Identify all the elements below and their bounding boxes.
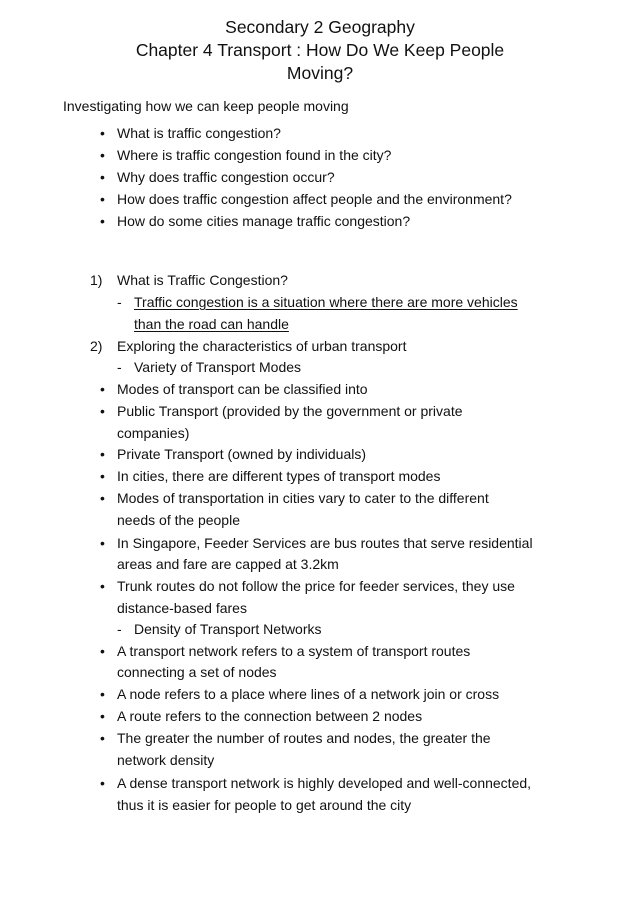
- list-item: In cities, there are different types of transport modes: [117, 468, 441, 484]
- title-line-1: Secondary 2 Geography: [225, 17, 415, 37]
- bullet-icon: •: [100, 643, 105, 659]
- bullet-icon: •: [100, 125, 105, 141]
- list-item-continued: connecting a set of nodes: [117, 664, 277, 680]
- dash-icon: -: [117, 359, 122, 375]
- bullet-icon: •: [100, 213, 105, 229]
- bullet-icon: •: [100, 468, 105, 484]
- question-item: How does traffic congestion affect people and the environment?: [117, 191, 512, 207]
- title-line-3: Moving?: [286, 63, 354, 83]
- bullet-icon: •: [100, 708, 105, 724]
- list-item-continued: network density: [117, 752, 215, 768]
- title-line-2: Chapter 4 Transport : How Do We Keep People: [135, 40, 505, 60]
- bullet-icon: •: [100, 446, 105, 462]
- bullet-icon: •: [100, 490, 105, 506]
- definition-line: Traffic congestion is a situation where there are more vehicles: [134, 294, 518, 310]
- bullet-icon: •: [100, 191, 105, 207]
- list-item-continued: thus it is easier for people to get around the city: [117, 797, 412, 813]
- bullet-icon: •: [100, 381, 105, 397]
- list-item: Modes of transportation in cities vary to cater to the different: [117, 490, 489, 506]
- bullet-icon: •: [100, 169, 105, 185]
- list-item: A transport network refers to a system of transport routes: [117, 643, 471, 659]
- list-item: Trunk routes do not follow the price for feeder services, they use: [117, 578, 515, 594]
- list-item-continued: companies): [117, 425, 190, 441]
- question-item: What is traffic congestion?: [117, 125, 281, 141]
- question-item: Why does traffic congestion occur?: [117, 169, 335, 185]
- intro-text: Investigating how we can keep people moving: [63, 98, 349, 114]
- bullet-icon: •: [100, 775, 105, 791]
- document-title: [60, 16, 580, 85]
- dash-icon: -: [117, 294, 122, 310]
- bullet-icon: •: [100, 535, 105, 551]
- list-item: The greater the number of routes and nodes, the greater the: [117, 730, 491, 746]
- dash-icon: -: [117, 621, 122, 637]
- bullet-icon: •: [100, 578, 105, 594]
- list-item: A dense transport network is highly developed and well-connected,: [117, 775, 532, 791]
- section-heading: Exploring the characteristics of urban transport: [117, 338, 407, 354]
- subheading: Density of Transport Networks: [134, 621, 322, 637]
- question-item: Where is traffic congestion found in the city?: [117, 147, 392, 163]
- subheading: Variety of Transport Modes: [134, 359, 302, 375]
- list-item: In Singapore, Feeder Services are bus routes that serve residential: [117, 535, 533, 551]
- definition-line: than the road can handle: [134, 316, 289, 332]
- bullet-icon: •: [100, 403, 105, 419]
- list-item-continued: needs of the people: [117, 512, 240, 528]
- list-item: Private Transport (owned by individuals): [117, 446, 367, 462]
- list-item: A route refers to the connection between 2 nodes: [117, 708, 423, 724]
- bullet-icon: •: [100, 730, 105, 746]
- section-number: 1): [90, 272, 103, 288]
- bullet-icon: •: [100, 686, 105, 702]
- list-item: Public Transport (provided by the government or private: [117, 403, 463, 419]
- list-item: A node refers to a place where lines of a network join or cross: [117, 686, 500, 702]
- list-item-continued: distance-based fares: [117, 600, 247, 616]
- section-heading: What is Traffic Congestion?: [117, 272, 288, 288]
- list-item-continued: areas and fare are capped at 3.2km: [117, 556, 339, 572]
- question-item: How do some cities manage traffic congestion?: [117, 213, 411, 229]
- list-item: Modes of transport can be classified into: [117, 381, 368, 397]
- bullet-icon: •: [100, 147, 105, 163]
- section-number: 2): [90, 338, 103, 354]
